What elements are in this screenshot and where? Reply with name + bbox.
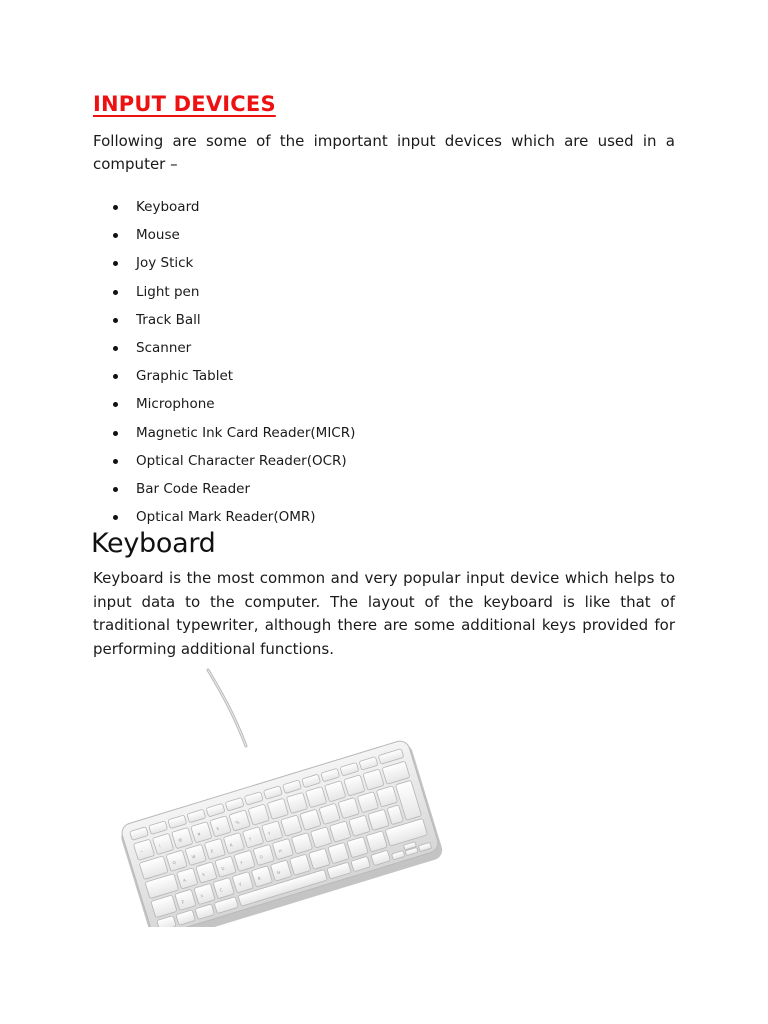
svg-text:H: H [278, 848, 283, 854]
keyboard-illustration [110, 662, 450, 927]
svg-text:N: N [276, 869, 281, 876]
keyboard-body [118, 738, 445, 927]
svg-text:Z: Z [180, 898, 185, 905]
list-item-label: Mouse [136, 227, 180, 244]
list-item-label: Keyboard [136, 199, 200, 215]
list-item-label: Optical Mark Reader(OMR) [136, 509, 316, 526]
bullet-icon [113, 346, 118, 351]
list-item [93, 365, 653, 393]
svg-text:R: R [229, 842, 234, 848]
cable [208, 670, 246, 746]
svg-text:%: % [234, 819, 240, 826]
bullet-icon [113, 205, 118, 210]
svg-text:#: # [196, 831, 202, 837]
list-item [93, 337, 653, 365]
input-devices-list [93, 196, 653, 534]
svg-text:G: G [259, 853, 264, 860]
list-item [93, 478, 653, 506]
list-item [93, 422, 653, 450]
intro-paragraph: Following are some of the important input devices which are used in a computer – [93, 132, 675, 173]
bullet-icon [113, 402, 118, 407]
page-title: INPUT DEVICES [93, 92, 276, 116]
svg-text:~: ~ [139, 848, 144, 855]
svg-text:V: V [238, 881, 243, 887]
list-item-label: Bar Code Reader [136, 480, 251, 497]
list-item [93, 393, 653, 421]
list-item-label: Magnetic Ink Card Reader(MICR) [136, 424, 356, 441]
svg-text:@: @ [177, 836, 183, 843]
list-item [93, 224, 653, 252]
list-item [93, 281, 653, 309]
bullet-icon [113, 233, 118, 238]
list-item-label: Optical Character Reader(OCR) [136, 452, 347, 469]
svg-text:B: B [257, 875, 262, 882]
bullet-icon [113, 318, 118, 323]
list-item-label: Light pen [136, 283, 200, 300]
list-item [93, 450, 653, 478]
bullet-icon [113, 515, 118, 520]
list-item [93, 309, 653, 337]
list-item [93, 252, 653, 280]
keyboard-description: Keyboard is the most common and very popular input device which helps to input data to the computer. The layout of the keyboard is like that of traditional typewriter, although there are some additional keys provided for performing additional functions. [93, 569, 675, 658]
list-item-label: Joy Stick [136, 255, 194, 272]
list-item-label: Track Ball [136, 311, 201, 328]
list-item-label: Graphic Tablet [136, 368, 234, 385]
svg-text:C: C [218, 887, 224, 893]
list-item [93, 196, 653, 224]
svg-text:!: ! [158, 843, 162, 849]
list-item-label: Scanner [136, 339, 192, 356]
svg-text:A: A [182, 877, 187, 884]
list-item-label: Microphone [136, 396, 215, 413]
svg-text:F: F [239, 860, 244, 866]
bullet-icon [113, 290, 118, 295]
svg-text:X: X [199, 893, 204, 899]
keyboard-section-title: Keyboard [91, 528, 216, 559]
bullet-icon [113, 487, 118, 492]
svg-text:Y: Y [267, 830, 272, 837]
svg-text:Q: Q [171, 859, 177, 866]
bullet-icon [113, 431, 118, 436]
bullet-icon [113, 261, 118, 266]
svg-text:E: E [210, 848, 215, 854]
svg-text:D: D [220, 865, 226, 872]
svg-text:S: S [201, 871, 206, 878]
svg-text:$: $ [215, 825, 220, 832]
svg-text:T: T [248, 836, 253, 842]
svg-text:W: W [191, 853, 197, 860]
bullet-icon [113, 374, 118, 379]
bullet-icon [113, 459, 118, 464]
